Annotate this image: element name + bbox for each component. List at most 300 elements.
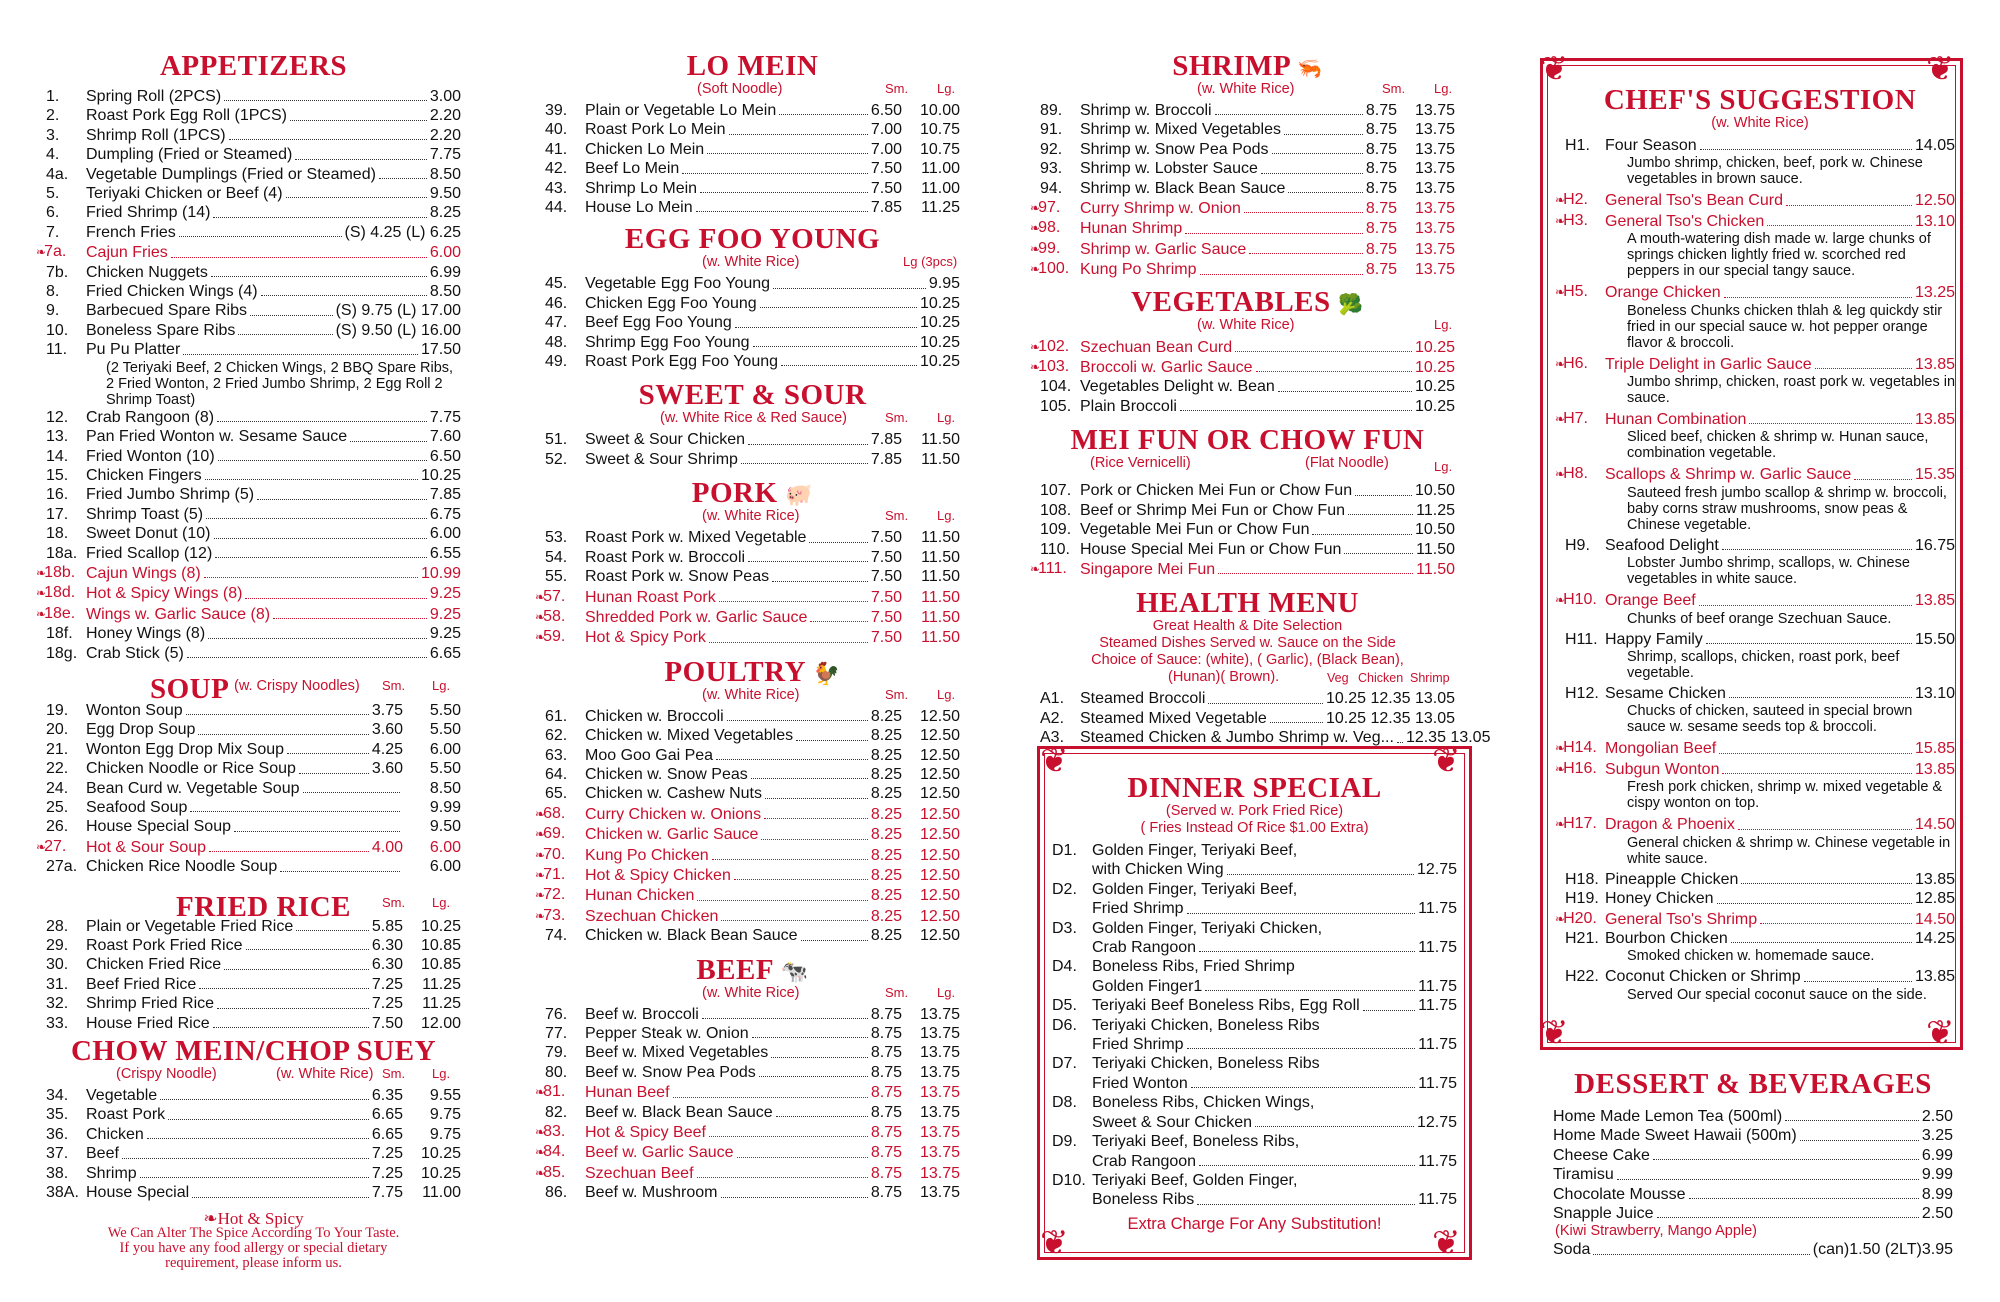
egg-foo-young-title: EGG FOO YOUNG xyxy=(624,223,881,256)
item-price-small: 10.25 12.35 13.05 xyxy=(1325,690,1455,708)
item-name: Hot & Spicy Pork xyxy=(585,629,706,647)
item-number: D10. xyxy=(1052,1171,1086,1189)
dot-leader xyxy=(801,940,868,941)
item-name: Kung Po Shrimp xyxy=(1080,261,1197,279)
menu-item-row xyxy=(46,544,461,563)
item-number xyxy=(545,567,585,586)
item-number xyxy=(1030,559,1080,579)
dot-leader xyxy=(204,577,418,578)
item-number-text: A3. xyxy=(1040,729,1065,747)
menu-item-row xyxy=(46,779,461,798)
soup-list xyxy=(36,701,461,877)
item-name: Tiramisu xyxy=(1553,1166,1614,1184)
item-name: Hot & Spicy Beef xyxy=(585,1124,706,1142)
item-name: Chicken w. Snow Peas xyxy=(585,765,748,783)
item-price-small: 10.25 xyxy=(1414,338,1455,356)
item-price-small: 11.50 xyxy=(1416,560,1455,578)
item-price-large: 13.75 xyxy=(1414,220,1455,238)
menu-item-row xyxy=(545,198,960,217)
menu-item-row xyxy=(1565,889,1955,908)
item-number xyxy=(1040,140,1080,159)
menu-item-row xyxy=(46,184,461,203)
menu-item-row xyxy=(545,140,960,159)
item-number xyxy=(535,865,585,885)
item-number-text: 52. xyxy=(545,450,568,468)
beef-lg-label: Lg. xyxy=(937,984,956,1000)
item-number-text: 2. xyxy=(46,107,60,125)
item-number xyxy=(46,184,86,203)
item-number-text: 58. xyxy=(543,607,566,625)
item-name: Shrimp Lo Mein xyxy=(585,179,698,197)
item-number xyxy=(545,765,585,784)
item-name: Vegetable xyxy=(86,1087,158,1105)
soda-row xyxy=(1553,1240,1953,1259)
item-price-large: 10.25 xyxy=(420,917,461,935)
fried-rice-lg-label: Lg. xyxy=(432,894,451,910)
item-price-small: 10.25 xyxy=(919,353,960,371)
item-number: D6. xyxy=(1052,1016,1077,1034)
item-price-large: 12.50 xyxy=(919,746,960,764)
item-number xyxy=(545,159,585,178)
menu-item-row xyxy=(46,624,461,643)
item-number-text: H16. xyxy=(1563,759,1597,777)
menu-item-row xyxy=(46,720,461,739)
dot-leader xyxy=(1199,1165,1415,1166)
item-name: Honey Wings (8) xyxy=(86,625,206,643)
chefs-suggestion-subtitle: (w. White Rice) xyxy=(1711,115,1809,131)
item-price-large: 12.50 xyxy=(919,805,960,823)
menu-item-row xyxy=(1555,282,1955,302)
item-name: Beef Fried Rice xyxy=(86,975,197,993)
menu-item-row xyxy=(1555,814,1955,834)
item-number xyxy=(1040,159,1080,178)
item-number xyxy=(46,644,86,663)
item-price-small: 15.50 xyxy=(1914,630,1955,648)
dot-leader xyxy=(1760,923,1912,924)
item-name: Beef w. Snow Pea Pods xyxy=(585,1063,756,1081)
menu-item-row xyxy=(545,1024,960,1043)
item-price-small: 9.25 xyxy=(429,605,461,623)
menu-item-row xyxy=(545,430,960,449)
beef-subheader xyxy=(545,985,960,1004)
item-number xyxy=(535,1122,585,1142)
item-number-text: H2. xyxy=(1563,191,1588,209)
appetizers-list xyxy=(36,87,461,663)
dinner-item-row xyxy=(1052,938,1457,957)
item-price-small: 7.75 xyxy=(429,146,461,164)
chili-pepper-icon: ❧ xyxy=(1555,412,1566,427)
item-number-text: 54. xyxy=(545,548,568,566)
menu-item-row xyxy=(46,126,461,145)
item-price-small: 12.85 xyxy=(1914,890,1955,908)
item-price-small: 13.85 xyxy=(1914,592,1955,610)
chili-pepper-icon: ❧ xyxy=(535,908,546,923)
item-price: 11.75 xyxy=(1418,1036,1457,1054)
corner-ornament-icon: ❦ xyxy=(1540,1014,1569,1052)
item-number: D1. xyxy=(1052,842,1077,859)
item-price-small: 8.75 xyxy=(870,1124,902,1142)
dot-leader xyxy=(290,120,427,121)
menu-item-row xyxy=(46,524,461,543)
dot-leader xyxy=(350,441,427,442)
item-number xyxy=(535,804,585,824)
item-number xyxy=(545,333,585,352)
item-price: 2.50 xyxy=(1921,1205,1953,1223)
vegetable-icon: 🥦 xyxy=(1338,293,1364,316)
item-price-small: 8.75 xyxy=(1365,179,1397,197)
item-number xyxy=(1565,684,1605,703)
item-number-text: 35. xyxy=(46,1106,69,1124)
dot-leader xyxy=(1767,225,1912,226)
item-price-large: 6.00 xyxy=(429,858,461,876)
shrimp-subheader xyxy=(1040,81,1455,100)
dinner-item-line xyxy=(1052,1054,1457,1073)
item-price-small: 8.50 xyxy=(429,283,461,301)
item-price-large: 11.50 xyxy=(921,568,960,586)
dot-leader xyxy=(682,173,868,174)
chili-pepper-icon: ❧ xyxy=(1030,241,1041,256)
item-number xyxy=(535,1082,585,1102)
item-name: Coconut Chicken or Shrimp xyxy=(1605,968,1801,986)
item-price: 12.75 xyxy=(1416,1113,1457,1131)
menu-item-row xyxy=(1040,501,1455,520)
item-number xyxy=(1040,689,1080,708)
item-name: Home Made Sweet Hawaii (500m) xyxy=(1553,1127,1797,1145)
item-number-text: 49. xyxy=(545,353,568,371)
item-price-small: 6.50 xyxy=(870,102,902,119)
menu-item-row xyxy=(46,1105,461,1124)
item-number xyxy=(545,294,585,313)
poultry-header xyxy=(545,655,960,688)
chicken-icon: 🐓 xyxy=(812,660,841,686)
menu-item-row xyxy=(1040,140,1455,159)
item-number xyxy=(46,524,86,543)
item-name: Roast Pork w. Mixed Vegetable xyxy=(585,529,807,547)
item-price-small: 7.50 xyxy=(870,568,902,586)
item-price-large: 12.50 xyxy=(919,866,960,884)
pork-subheader xyxy=(545,508,960,527)
dot-leader xyxy=(286,197,427,198)
item-description: Chunks of beef orange Szechuan Sauce. xyxy=(1627,610,1892,627)
pork-header xyxy=(545,479,960,508)
chili-pepper-icon: ❧ xyxy=(1030,339,1041,354)
item-number-text: 36. xyxy=(46,1125,69,1143)
chili-pepper-icon: ❧ xyxy=(203,1208,218,1228)
sweet-sour-list xyxy=(545,430,960,469)
item-number xyxy=(545,1063,585,1082)
dot-leader xyxy=(751,778,868,779)
item-description: Sauteed fresh jumbo scallop & shrimp w. broccoli, baby corns straw mushrooms, snow peas & Chinese vegetable. xyxy=(1627,484,1947,533)
menu-item-row xyxy=(1565,684,1955,703)
item-number-text: 71. xyxy=(543,865,566,883)
item-name: Snapple Juice xyxy=(1553,1205,1654,1223)
item-name: Hunan Shrimp xyxy=(1080,220,1183,238)
menu-item-row xyxy=(1040,397,1455,416)
item-number xyxy=(545,707,585,726)
item-name: Pu Pu Platter xyxy=(86,341,181,359)
menu-item-row xyxy=(1555,738,1955,758)
item-name: Cajun Wings (8) xyxy=(86,564,201,582)
item-price-large: 13.75 xyxy=(919,1103,960,1121)
dessert-item-row xyxy=(1553,1204,1953,1223)
menu-item-row xyxy=(535,865,960,885)
item-price-small: 6.35 xyxy=(371,1087,403,1105)
item-name: Chocolate Mousse xyxy=(1553,1185,1686,1203)
item-number-text: 13. xyxy=(46,428,69,446)
dot-leader xyxy=(257,499,427,500)
chili-pepper-icon: ❧ xyxy=(1555,741,1566,756)
dot-leader xyxy=(192,1197,369,1198)
item-name: Fried Shrimp xyxy=(1092,1036,1184,1054)
item-name: Roast Pork w. Snow Peas xyxy=(585,568,770,586)
dinner-item-row xyxy=(1052,860,1457,879)
menu-item-row xyxy=(46,1086,461,1105)
item-number xyxy=(545,1103,585,1122)
dessert-list xyxy=(1553,1107,1953,1223)
item-number-text: 32. xyxy=(46,995,69,1013)
sweet-sour-sm-label: Sm. xyxy=(885,410,909,426)
item-number: D3. xyxy=(1052,919,1077,937)
item-number-text: 62. xyxy=(545,727,568,745)
spice-note-line2: If you have any food allergy or special dietary xyxy=(119,1239,388,1256)
item-price: 11.75 xyxy=(1418,1191,1457,1209)
item-number-text: 48. xyxy=(545,333,568,351)
item-number xyxy=(545,120,585,139)
menu-item-row xyxy=(535,627,960,647)
item-price-small: 7.75 xyxy=(371,1184,403,1202)
column-1 xyxy=(36,40,461,1271)
menu-item-row xyxy=(46,644,461,663)
item-number-text: 59. xyxy=(543,628,566,646)
dot-leader xyxy=(748,561,868,562)
dinner-special-content xyxy=(1052,768,1457,1233)
item-name: Sweet Donut (10) xyxy=(86,525,211,543)
item-name: Hunan Chicken xyxy=(585,887,695,905)
item-price-small: 10.25 xyxy=(1414,378,1455,396)
menu-item-row xyxy=(545,528,960,547)
item-number-text: 18d. xyxy=(44,584,76,602)
item-number xyxy=(36,563,86,583)
fried-rice-list xyxy=(46,917,461,1033)
item-number xyxy=(1030,218,1080,238)
item-number xyxy=(1565,870,1605,889)
item-number xyxy=(1565,536,1605,555)
item-name: Crab Rangoon xyxy=(1092,1152,1197,1170)
item-price-large: 6.00 xyxy=(429,740,461,758)
item-price-small: 8.75 xyxy=(870,1005,902,1023)
dot-leader xyxy=(1191,1087,1415,1088)
item-price-small: 7.60 xyxy=(429,428,461,446)
menu-item-row xyxy=(545,707,960,726)
shrimp-list xyxy=(1030,101,1455,280)
item-number: D4. xyxy=(1052,958,1077,976)
item-name: Roast Pork Egg Roll (1PCS) xyxy=(86,107,287,125)
item-name: Golden Finger, Teriyaki Beef, xyxy=(1092,880,1298,898)
dot-leader xyxy=(1719,753,1912,754)
item-number xyxy=(46,466,86,485)
shrimp-subtitle: (w. White Rice) xyxy=(1197,81,1295,97)
menu-item-row xyxy=(1040,179,1455,198)
vegetables-title: VEGETABLES xyxy=(1131,285,1331,318)
item-price-small: 14.25 xyxy=(1914,929,1955,947)
item-number xyxy=(36,604,86,624)
item-number-text: 111. xyxy=(1038,559,1067,577)
egg-foo-young-list xyxy=(545,274,960,371)
item-price-large: 5.50 xyxy=(429,721,461,739)
item-number xyxy=(535,824,585,844)
item-number xyxy=(46,282,86,301)
item-name: Boneless Spare Ribs xyxy=(86,321,236,339)
item-price-large: 9.75 xyxy=(429,1106,461,1124)
chili-pepper-icon: ❧ xyxy=(1030,561,1041,576)
item-name: Crab Rangoon (8) xyxy=(86,408,215,426)
item-name: Orange Chicken xyxy=(1605,284,1721,302)
fried-rice-header xyxy=(46,883,461,923)
dot-leader xyxy=(245,598,426,599)
chili-pepper-icon: ❧ xyxy=(1030,221,1041,236)
item-description: Shrimp, scallops, chicken, roast pork, beef vegetable. xyxy=(1627,649,1900,682)
item-price-small: 6.99 xyxy=(429,263,461,281)
dot-leader xyxy=(1187,1048,1416,1049)
menu-item-row xyxy=(46,1164,461,1183)
item-price-small: 9.25 xyxy=(429,585,461,603)
item-name: Hunan Beef xyxy=(585,1084,670,1102)
dot-leader xyxy=(737,1157,868,1158)
item-name: Kung Po Chicken xyxy=(585,846,709,864)
item-name: Shrimp w. Mixed Vegetables xyxy=(1080,121,1281,139)
dinner-item-line xyxy=(1052,919,1457,938)
item-name: Dumpling (Fried or Steamed) xyxy=(86,146,293,164)
dessert-item-row xyxy=(1553,1126,1953,1145)
item-number-text: 39. xyxy=(545,102,568,119)
item-description: Served Our special coconut sauce on the side. xyxy=(1627,986,1927,1003)
dot-leader xyxy=(198,734,368,735)
item-name: Sesame Chicken xyxy=(1605,685,1726,703)
item-name: Curry Shrimp w. Onion xyxy=(1080,200,1241,218)
item-price-large: 12.50 xyxy=(919,927,960,945)
item-name: Chicken Nuggets xyxy=(86,263,208,281)
dot-leader xyxy=(205,479,418,480)
chefs-suggestion-title: CHEF'S SUGGESTION xyxy=(1603,84,1917,116)
chili-pepper-icon: ❧ xyxy=(535,827,546,842)
item-number-text: 61. xyxy=(545,707,568,725)
item-price-small: 8.75 xyxy=(870,1103,902,1121)
item-number-text: 44. xyxy=(545,199,568,217)
item-name: Roast Pork w. Broccoli xyxy=(585,548,746,566)
menu-item-row xyxy=(46,106,461,125)
item-name: Roast Pork Lo Mein xyxy=(585,121,726,139)
item-number-text: 108. xyxy=(1040,501,1072,519)
item-number xyxy=(1555,211,1605,231)
item-number xyxy=(46,1183,86,1202)
menu-item-row xyxy=(46,759,461,778)
soup-subtitle: (w. Crispy Noodles) xyxy=(234,677,360,694)
item-number xyxy=(46,544,86,563)
item-number xyxy=(46,817,86,836)
menu-item-row xyxy=(36,583,461,603)
dessert-section xyxy=(1553,1064,1953,1260)
item-number xyxy=(545,528,585,547)
item-price-small: 3.00 xyxy=(429,88,461,105)
item-number-text: H8. xyxy=(1563,465,1588,483)
dinner-item-row xyxy=(1052,996,1457,1015)
item-price-small: 8.25 xyxy=(870,907,902,925)
dot-leader xyxy=(1729,697,1912,698)
dot-leader xyxy=(1218,573,1413,574)
dot-leader xyxy=(719,601,868,602)
item-name: Plain or Vegetable Lo Mein xyxy=(585,102,777,119)
corner-ornament-icon: ❦ xyxy=(1432,1224,1461,1262)
item-name: Sweet & Sour Chicken xyxy=(585,431,746,449)
item-number xyxy=(1555,190,1605,210)
poultry-title: POULTRY xyxy=(664,655,805,688)
item-number xyxy=(1030,198,1080,218)
item-price-small: 14.05 xyxy=(1914,137,1955,154)
menu-item-row xyxy=(46,223,461,242)
item-price-large: 11.00 xyxy=(921,160,960,178)
item-price-small: 8.75 xyxy=(870,1063,902,1081)
item-price-large: 5.50 xyxy=(429,760,461,778)
menu-item-row xyxy=(46,321,461,340)
item-name: Shrimp w. Black Bean Sauce xyxy=(1080,179,1286,197)
menu-item-row xyxy=(1565,630,1955,649)
item-price-small: 12.35 13.05 xyxy=(1405,729,1491,747)
item-name: Shrimp Roll (1PCS) xyxy=(86,126,226,144)
chow-mein-sub2: (w. White Rice) xyxy=(276,1066,374,1083)
item-number-text: 25. xyxy=(46,799,69,816)
item-number-text: 10. xyxy=(46,321,69,339)
item-name: Roast Pork Egg Foo Young xyxy=(585,353,779,371)
item-price-large: 12.50 xyxy=(919,887,960,905)
item-number: D7. xyxy=(1052,1055,1077,1073)
item-price-large: 13.75 xyxy=(919,1005,960,1023)
menu-item-row xyxy=(1565,870,1955,889)
item-name: Chicken Egg Foo Young xyxy=(585,294,757,312)
item-number-text: 84. xyxy=(543,1143,566,1161)
item-name: Four Season xyxy=(1605,137,1697,154)
item-name: Chicken xyxy=(86,1125,144,1143)
dot-leader xyxy=(1355,495,1412,496)
dot-leader xyxy=(187,657,427,658)
item-number-text: 94. xyxy=(1040,179,1063,197)
item-name: Chicken Fingers xyxy=(86,466,202,484)
item-name: Shredded Pork w. Garlic Sauce xyxy=(585,608,808,626)
item-number xyxy=(46,1014,86,1033)
item-price-small: 13.85 xyxy=(1914,760,1955,778)
item-name: Crab Stick (5) xyxy=(86,644,184,662)
item-name: Chicken Lo Mein xyxy=(585,140,705,158)
item-price-large: 13.75 xyxy=(1414,240,1455,258)
item-price-small: 6.75 xyxy=(429,505,461,523)
item-price-small: 10.25 xyxy=(1414,397,1455,415)
item-number-text: 1. xyxy=(46,88,60,105)
menu-item-row xyxy=(1565,929,1955,948)
dinner-item-row xyxy=(1052,1190,1457,1209)
chili-pepper-icon: ❧ xyxy=(535,609,546,624)
item-price-large: 13.75 xyxy=(919,1063,960,1081)
item-number-text: 5. xyxy=(46,185,60,203)
item-number xyxy=(1565,136,1605,155)
item-number-text: 92. xyxy=(1040,140,1063,158)
item-number-text: 77. xyxy=(545,1025,568,1042)
item-number xyxy=(46,955,86,974)
menu-item-row xyxy=(46,1125,461,1144)
corner-ornament-icon: ❦ xyxy=(1926,50,1955,88)
item-name: Plain or Vegetable Fried Rice xyxy=(86,917,294,935)
dot-leader xyxy=(761,839,867,840)
item-name: Chicken w. Mixed Vegetables xyxy=(585,727,794,745)
item-number-text: 57. xyxy=(543,587,566,605)
